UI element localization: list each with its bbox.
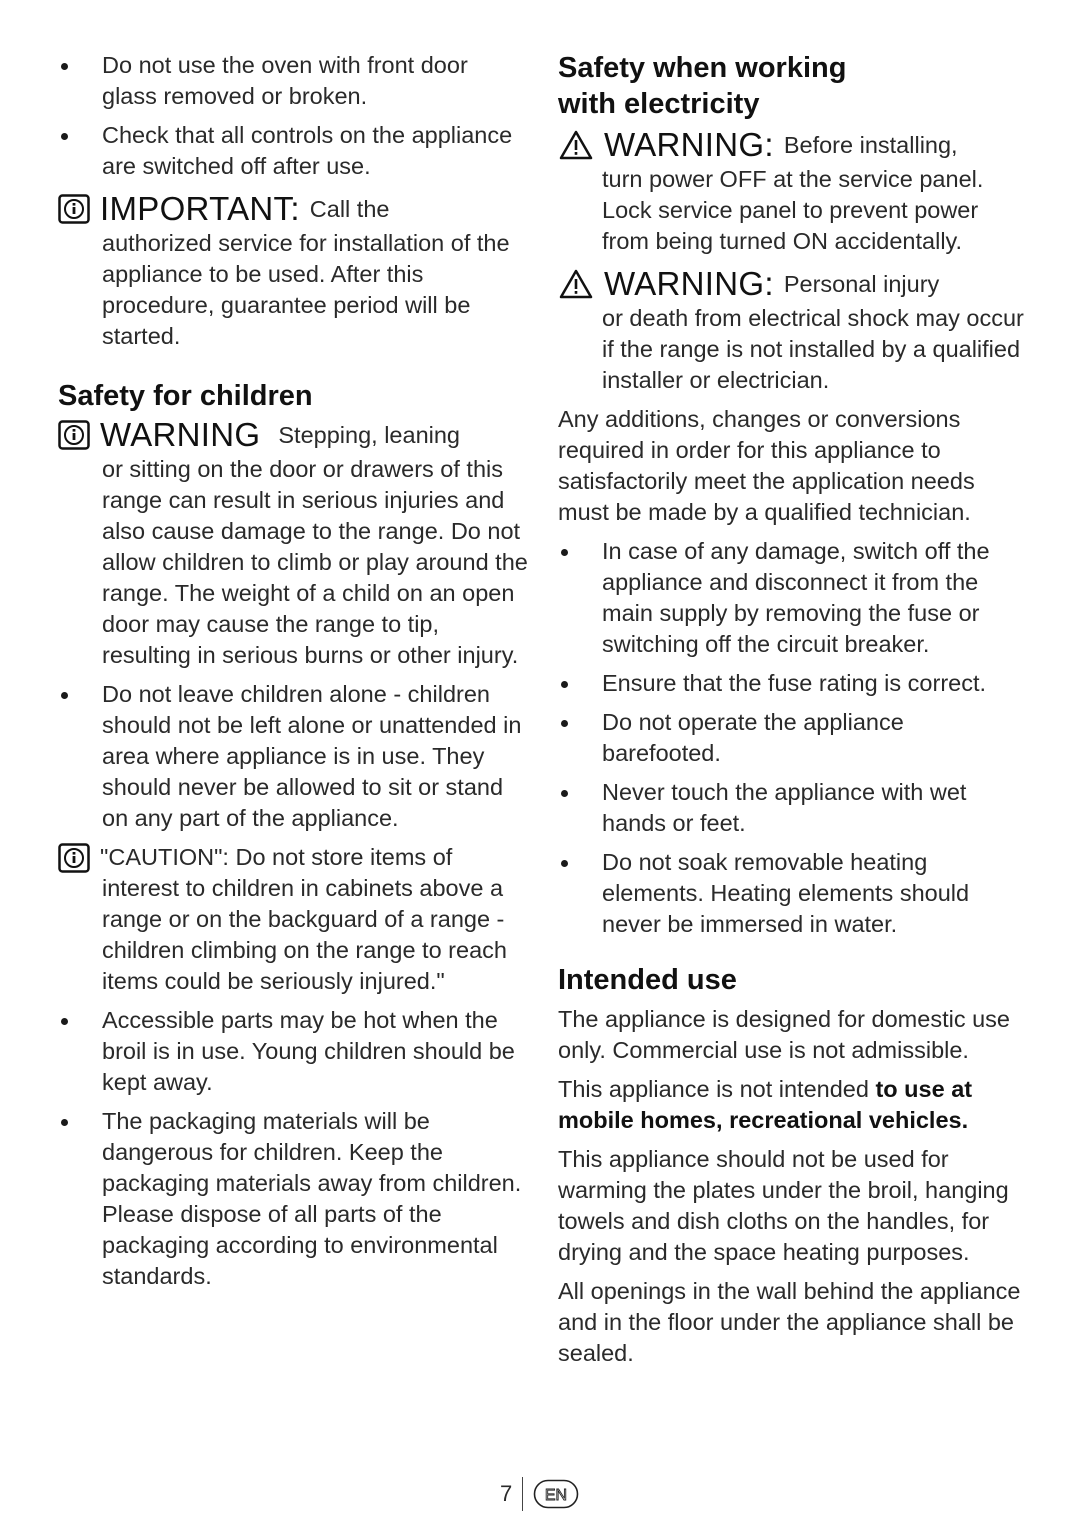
caution-body: interest to children in cabinets above a range or on the backguard of a range - children climbing on the range to reach items could be seriously injured." bbox=[102, 875, 507, 994]
important-body: authorized service for installation of the appliance to be used. After this procedure, guarantee period will be started. bbox=[102, 230, 510, 349]
warning-lead: Stepping, leaning bbox=[278, 421, 460, 448]
list-item: Check that all controls on the appliance are switched off after use. bbox=[58, 120, 528, 182]
list-item: Do not leave children alone - children should not be left alone or unattended in area where appliance is in use. They should never be allowed to sit or stand on any part of the appliance. bbox=[58, 679, 528, 834]
list-item: Do not operate the appliance barefooted. bbox=[558, 707, 1028, 769]
additions-paragraph: Any additions, changes or conversions required in order for this appliance to satisfactorily meet the application needs must be made by a qualified technician. bbox=[558, 406, 975, 525]
intended-use-heading: Intended use bbox=[558, 964, 737, 996]
caution-note bbox=[58, 842, 528, 997]
footer-divider bbox=[522, 1477, 523, 1511]
intended-paragraph-2 bbox=[558, 1074, 1028, 1136]
list-item: Never touch the appliance with wet hands or feet. bbox=[558, 777, 1028, 839]
page-number: 7 bbox=[500, 1481, 513, 1506]
warning-lead: Personal injury bbox=[783, 270, 940, 297]
important-lead: Call the bbox=[309, 195, 390, 222]
language-badge-icon bbox=[533, 1479, 579, 1509]
list-item: The packaging materials will be dangerous for children. Keep the packaging materials away from children. Please dispose of all parts of the packaging according to environmental standards. bbox=[58, 1106, 528, 1292]
page-footer bbox=[500, 1477, 579, 1511]
important-label: IMPORTANT: bbox=[100, 190, 300, 227]
warning-body: or death from electrical shock may occur if the range is not installed by a qualified installer or electrician. bbox=[602, 305, 1024, 393]
list-item: Do not soak removable heating elements. Heating elements should never be immersed in water. bbox=[558, 847, 1028, 940]
info-icon bbox=[58, 420, 90, 450]
list-item: Ensure that the fuse rating is correct. bbox=[558, 668, 1028, 699]
electricity-warning-2 bbox=[558, 265, 1028, 396]
warning-label: WARNING: bbox=[604, 265, 774, 302]
warning-body: or sitting on the door or drawers of this range can result in serious injuries and also cause damage to the range. Do not allow children to climb or play around the range. The weight of a child on an open door may cause the range to tip, resulting in serious burns or other injury. bbox=[102, 456, 528, 668]
electricity-bullet-list bbox=[558, 536, 1028, 940]
intended-paragraph-4: All openings in the wall behind the appliance and in the floor under the appliance shall be sealed. bbox=[558, 1278, 1021, 1366]
intended-paragraph-3: This appliance should not be used for warming the plates under the broil, hanging towels and dish cloths on the handles, for drying and the space heating purposes. bbox=[558, 1146, 1009, 1265]
warning-triangle-icon bbox=[558, 268, 594, 300]
intended-p2-bold: to use at mobile homes, recreational vehicles. bbox=[558, 1076, 973, 1133]
info-icon bbox=[58, 843, 90, 873]
warning-lead: Before installing, bbox=[783, 131, 958, 158]
electricity-heading: Safety when working with electricity bbox=[558, 52, 847, 120]
warning-label: WARNING bbox=[100, 416, 261, 453]
children-heading: Safety for children bbox=[58, 380, 313, 412]
list-item: Accessible parts may be hot when the broil is in use. Young children should be kept away. bbox=[58, 1005, 528, 1098]
list-item: In case of any damage, switch off the appliance and disconnect it from the main supply by removing the fuse or switching off the circuit breaker. bbox=[558, 536, 1028, 660]
language-code: EN bbox=[545, 1487, 568, 1504]
intended-p2-normal: This appliance is not intended bbox=[558, 1076, 876, 1102]
info-icon bbox=[58, 194, 90, 224]
intended-paragraph-1: The appliance is designed for domestic use only. Commercial use is not admissible. bbox=[558, 1006, 1010, 1063]
bullet-list-bottom bbox=[58, 1005, 528, 1292]
bullet-list-top bbox=[58, 50, 528, 182]
children-warning bbox=[58, 416, 528, 671]
warning-label: WARNING: bbox=[604, 126, 774, 163]
caution-first-line: "CAUTION": Do not store items of bbox=[100, 844, 453, 870]
important-note bbox=[58, 190, 528, 352]
list-item: Do not use the oven with front door glass removed or broken. bbox=[58, 50, 528, 112]
left-column bbox=[58, 50, 528, 1300]
electricity-warning-1 bbox=[558, 126, 1028, 257]
warning-body: turn power OFF at the service panel. Lock service panel to prevent power from being turned ON accidentally. bbox=[602, 166, 984, 254]
right-column bbox=[558, 50, 1028, 1377]
warning-triangle-icon bbox=[558, 129, 594, 161]
bullet-list-alone bbox=[58, 679, 528, 834]
